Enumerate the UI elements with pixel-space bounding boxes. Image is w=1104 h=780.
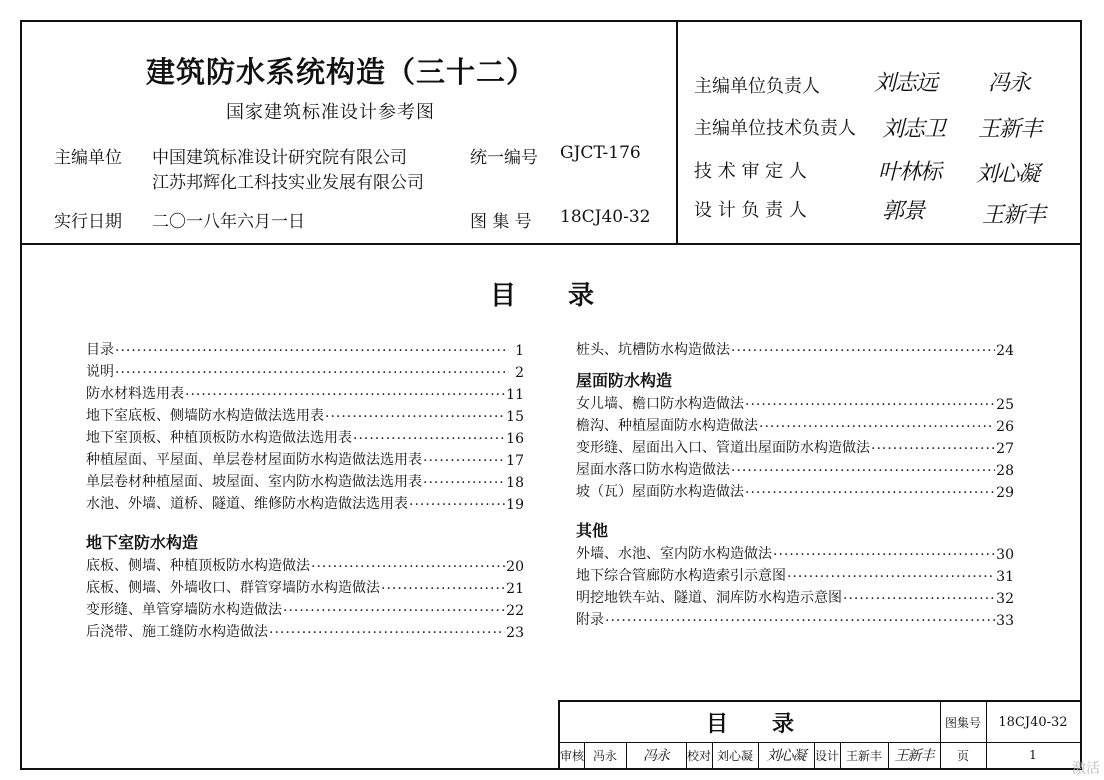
toc-entry[interactable]: 附录 ····· 33 — [576, 607, 1014, 629]
role-design-head: 设 计 负 责 人 — [694, 200, 807, 221]
toc-entry[interactable]: 水池、外墙、道桥、隧道、维修防水构造做法选用表 ····· 19 — [86, 491, 524, 513]
toc-entry[interactable]: 地下综合管廊防水构造索引示意图 ····· 31 — [576, 563, 1014, 585]
toc-entry[interactable]: 明挖地铁车站、隧道、洞库防水构造示意图 ····· 32 — [576, 585, 1014, 607]
signature: 叶林标 — [878, 160, 942, 185]
toc-entry[interactable]: 底板、侧墙、外墙收口、群管穿墙防水构造做法 ····· 21 — [86, 575, 524, 597]
unified-no-label: 统一编号 — [470, 148, 538, 168]
toc-entry[interactable]: 檐沟、种植屋面防水构造做法 ····· 26 — [576, 413, 1014, 435]
role-tech-reviewer: 技 术 审 定 人 — [694, 161, 807, 182]
editor-unit-1: 中国建筑标准设计研究院有限公司 — [152, 148, 407, 168]
header-vertical-divider — [676, 20, 678, 244]
toc-entry[interactable]: 目录 ····· 1 — [86, 337, 524, 359]
toc-entry[interactable]: 防水材料选用表 ····· 11 — [86, 381, 524, 403]
page-title: 建筑防水系统构造（三十二） — [146, 55, 537, 89]
signature: 王新丰 — [982, 203, 1046, 228]
toc-entry[interactable]: 屋面水落口防水构造做法 ····· 28 — [576, 457, 1014, 479]
tb-check-label: 校对 — [686, 748, 711, 763]
toc-entry[interactable]: 桩头、坑槽防水构造做法 ····· 24 — [576, 337, 1014, 359]
toc-title: 目 录 — [490, 281, 595, 311]
toc-entry[interactable]: 坡（瓦）屋面防水构造做法 ····· 29 — [576, 479, 1014, 501]
toc-right-column — [576, 337, 1014, 629]
tb-page-label: 页 — [956, 748, 969, 763]
toc-entry[interactable]: 单层卷材种植屋面、坡屋面、室内防水构造做法选用表 ····· 18 — [86, 469, 524, 491]
tb-designer: 王新丰 — [845, 748, 882, 763]
atlas-no-label: 图 集 号 — [470, 212, 532, 232]
toc-entry[interactable]: 外墙、水池、室内防水构造做法 ····· 30 — [576, 541, 1014, 563]
toc-entry[interactable]: 变形缝、单管穿墙防水构造做法 ····· 22 — [86, 597, 524, 619]
date-value: 二〇一八年六月一日 — [152, 212, 305, 232]
tb-atlas-no: 18CJ40-32 — [998, 714, 1068, 730]
tb-checker: 刘心凝 — [716, 748, 753, 763]
toc-entry[interactable]: 种植屋面、平屋面、单层卷材屋面防水构造做法选用表 ····· 17 — [86, 447, 524, 469]
header-divider — [20, 243, 1082, 245]
tb-page-no: 1 — [1029, 748, 1037, 762]
role-tech-head: 主编单位技术负责人 — [694, 118, 856, 139]
toc-entry[interactable]: 后浇带、施工缝防水构造做法 ····· 23 — [86, 619, 524, 641]
toc-entry[interactable]: 地下室底板、侧墙防水构造做法选用表 ····· 15 — [86, 403, 524, 425]
signature: 刘心凝 — [766, 748, 806, 764]
page-subtitle: 国家建筑标准设计参考图 — [226, 102, 435, 123]
signature: 刘志卫 — [882, 117, 946, 142]
atlas-no: 18CJ40-32 — [560, 207, 651, 227]
toc-left-column — [86, 337, 524, 641]
tb-design-label: 设计 — [814, 748, 839, 763]
signature: 郭景 — [882, 199, 925, 224]
role-editor-head: 主编单位负责人 — [694, 76, 820, 97]
title-block — [558, 700, 1080, 768]
toc-entry[interactable]: 底板、侧墙、种植顶板防水构造做法 ····· 20 — [86, 553, 524, 575]
toc-entry[interactable]: 地下室顶板、种植顶板防水构造做法选用表 ····· 16 — [86, 425, 524, 447]
toc-entry[interactable]: 女儿墙、檐口防水构造做法 ····· 25 — [576, 391, 1014, 413]
signature: 冯永 — [643, 748, 669, 764]
signature: 王新丰 — [978, 117, 1042, 142]
toc-entry[interactable]: 说明 ····· 2 — [86, 359, 524, 381]
editor-unit-2: 江苏邦辉化工科技实业发展有限公司 — [152, 173, 424, 193]
signature: 冯永 — [988, 71, 1031, 96]
toc-entry[interactable]: 变形缝、屋面出入口、管道出屋面防水构造做法 ····· 27 — [576, 435, 1014, 457]
tb-review-label: 审核 — [560, 748, 585, 763]
section-heading-roof: 屋面防水构造 — [576, 371, 673, 390]
tb-title: 目 录 — [705, 711, 794, 737]
section-heading-other: 其他 — [576, 521, 609, 540]
editor-label: 主编单位 — [54, 148, 122, 168]
watermark-text: 激活 — [1072, 761, 1100, 777]
signature: 刘心凝 — [976, 162, 1040, 187]
date-label: 实行日期 — [54, 212, 122, 232]
section-heading-basement: 地下室防水构造 — [86, 533, 199, 552]
unified-no: GJCT-176 — [560, 143, 641, 163]
signature: 刘志远 — [874, 71, 938, 96]
tb-atlas-label: 图集号 — [944, 715, 981, 730]
signature: 王新丰 — [894, 748, 934, 764]
tb-reviewer: 冯永 — [592, 748, 617, 763]
